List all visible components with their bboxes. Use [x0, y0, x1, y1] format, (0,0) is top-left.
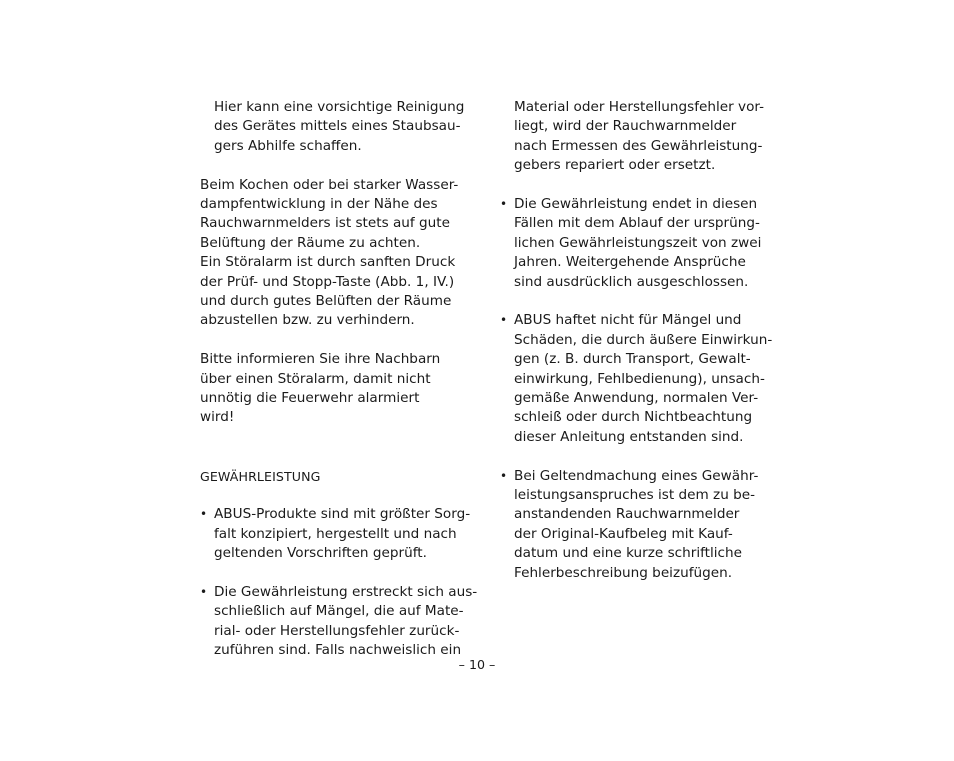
- bullet-scope-continuation: [500, 98, 765, 176]
- text-line: Schäden, die durch äußere Einwirkun-: [514, 331, 773, 348]
- text-line: dieser Anleitung entstanden sind.: [514, 428, 744, 445]
- page-number: – 10 –: [458, 657, 496, 672]
- text-line: nach Ermessen des Gewährleistung-: [514, 137, 763, 154]
- text-line: einwirkung, Fehlbedienung), unsach-: [514, 370, 765, 387]
- text-line: gemäße Anwendung, normalen Ver-: [514, 390, 759, 407]
- text-line: ABUS-Produkte sind mit größter Sorg-: [214, 506, 471, 523]
- neighbours-paragraph: [200, 350, 462, 428]
- paragraph-gap: [500, 176, 762, 195]
- bullet-dot-icon: •: [200, 585, 208, 600]
- text-line: wird!: [200, 409, 235, 426]
- text-line: Belüftung der Räume zu achten.: [200, 234, 421, 251]
- paragraph-gap: [500, 292, 762, 311]
- text-line: Rauchwarnmelders ist stets auf gute: [200, 215, 450, 232]
- text-line: der Prüf- und Stopp-Taste (Abb. 1, IV.): [200, 273, 455, 290]
- text-line: Beim Kochen oder bei starker Wasser-: [200, 176, 459, 193]
- text-line: Hier kann eine vorsichtige Reinigung: [214, 99, 465, 115]
- bullet-item-claim: [500, 467, 762, 583]
- bullet-item-scope: [200, 583, 478, 661]
- text-line: ABUS haftet nicht für Mängel und: [514, 312, 742, 329]
- text-line: Material oder Herstellungsfehler vor-: [514, 99, 765, 115]
- text-line: lichen Gewährleistungszeit von zwei: [514, 234, 762, 251]
- text-line: Bei Geltendmachung eines Gewähr-: [514, 467, 759, 484]
- text-line: schließlich auf Mängel, die auf Mate-: [214, 603, 464, 620]
- text-line: geltenden Vorschriften geprüft.: [214, 545, 427, 562]
- text-line: abzustellen bzw. zu verhindern.: [200, 312, 415, 329]
- paragraph-gap: [200, 156, 462, 175]
- paragraph-gap: [200, 486, 462, 505]
- text-line: liegt, wird der Rauchwarnmelder: [514, 118, 737, 135]
- paragraph-gap: [200, 564, 462, 583]
- bullet-dot-icon: •: [200, 507, 208, 522]
- text-line: unnötig die Feuerwehr alarmiert: [200, 390, 420, 407]
- text-line: Fällen mit dem Ablauf der ursprüng-: [514, 215, 760, 232]
- left-column: [200, 98, 478, 661]
- paragraph-gap: [200, 331, 462, 350]
- text-line: gen (z. B. durch Transport, Gewalt-: [514, 351, 751, 368]
- right-column: [500, 98, 773, 583]
- text-line: Die Gewährleistung erstreckt sich aus-: [214, 584, 478, 601]
- cooking-paragraph: [200, 176, 462, 331]
- text-line: anstandenden Rauchwarnmelder: [514, 506, 740, 523]
- text-line: der Original-Kaufbeleg mit Kauf-: [514, 525, 733, 542]
- text-line: des Gerätes mittels eines Staubsau-: [214, 118, 461, 135]
- text-line: Fehlerbeschreibung beizufügen.: [514, 564, 733, 581]
- paragraph-gap: [200, 428, 462, 447]
- text-line: zuführen sind. Falls nachweislich ein: [214, 642, 462, 659]
- intro-continuation-paragraph: [200, 98, 465, 156]
- text-line: Die Gewährleistung endet in diesen: [514, 196, 758, 213]
- text-line: gers Abhilfe schaffen.: [214, 137, 362, 154]
- text-line: schleiß oder durch Nichtbeachtung: [514, 409, 753, 426]
- bullet-dot-icon: •: [500, 313, 508, 328]
- section-heading: GEWÄHRLEISTUNG: [200, 468, 321, 484]
- paragraph-gap: [200, 447, 462, 466]
- text-line: gebers repariert oder ersetzt.: [514, 157, 716, 174]
- text-line: falt konzipiert, hergestellt und nach: [214, 525, 457, 542]
- text-line: Jahren. Weitergehende Ansprüche: [514, 254, 746, 271]
- bullet-item-liability: [500, 311, 773, 447]
- text-line: datum und eine kurze schriftliche: [514, 545, 742, 562]
- text-line: dampfentwicklung in der Nähe des: [200, 196, 438, 213]
- text-line: leistungsanspruches ist dem zu be-: [514, 487, 756, 504]
- text-line: Bitte informieren Sie ihre Nachbarn: [200, 351, 441, 368]
- text-line: rial- oder Herstellungsfehler zurück-: [214, 622, 460, 639]
- bullet-dot-icon: •: [500, 197, 508, 212]
- bullet-item-quality: [200, 505, 471, 563]
- text-line: über einen Störalarm, damit nicht: [200, 370, 431, 387]
- text-line: sind ausdrücklich ausgeschlossen.: [514, 273, 749, 290]
- text-line: und durch gutes Belüften der Räume: [200, 293, 452, 310]
- text-line: Ein Störalarm ist durch sanften Druck: [200, 254, 456, 271]
- paragraph-gap: [500, 447, 762, 466]
- bullet-item-expiry: [500, 195, 762, 292]
- bullet-dot-icon: •: [500, 468, 508, 483]
